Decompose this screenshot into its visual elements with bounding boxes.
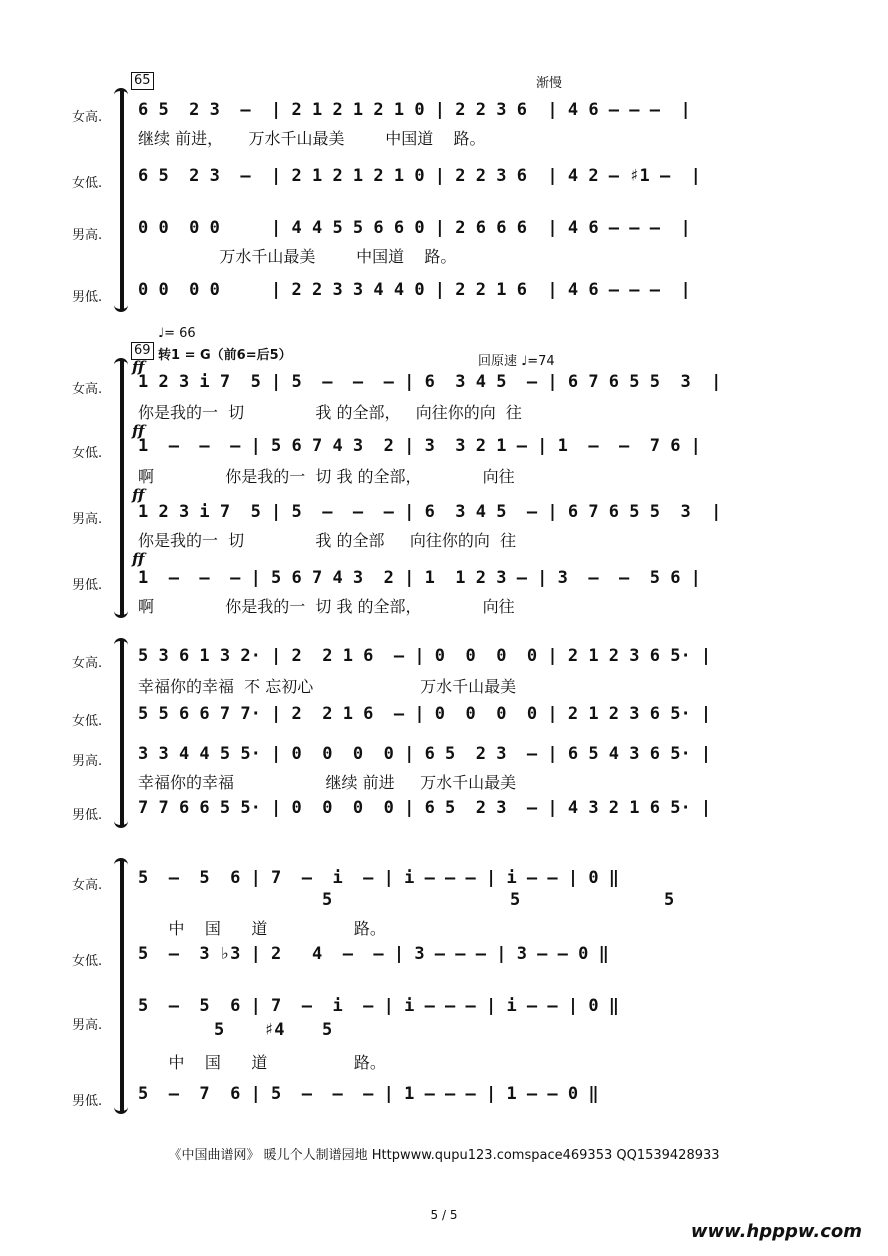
notation-row: 6 5 2 3 – | 2 1 2 1 2 1 0 | 2 2 3 6 | 4 6 – – – | [138, 100, 691, 120]
voice-label: 女高. [72, 656, 103, 671]
system-4 [0, 850, 888, 1120]
lyric-row: 万水千山最美 中国道 路。 [138, 247, 457, 266]
voice-label: 女高. [72, 878, 103, 893]
notation-row: 0 0 0 0 | 2 2 3 3 4 4 0 | 2 2 1 6 | 4 6 – – – | [138, 280, 691, 300]
notation-row: 1 2 3 i 7 5 | 5 – – – | 6 3 4 5 – | 6 7 6 5 5 3 | [138, 372, 722, 392]
dynamic-marking: ff [132, 358, 145, 376]
voice-label: 女低. [72, 446, 103, 461]
notation-row: 1 – – – | 5 6 7 4 3 2 | 1 1 2 3 – | 3 – – 5 6 | [138, 568, 701, 588]
voice-label: 男低. [72, 290, 103, 305]
lyric-row: 你是我的一 切 我 的全部 向往你的向 往 [138, 531, 517, 550]
lyric-row: 中 国 道 路。 [138, 1053, 386, 1072]
divisi-note: ♯4 [264, 1020, 285, 1040]
lyric-row: 你是我的一 切 我 的全部， 向往你的向 往 [138, 403, 522, 422]
notation-row: 7 7 6 6 5 5· | 0 0 0 0 | 6 5 2 3 – | 4 3 2 1 6 5· | [138, 798, 712, 818]
voice-label: 男高. [72, 754, 103, 769]
voice-label: 女低. [72, 714, 103, 729]
voice-label: 男高. [72, 228, 103, 243]
voice-label: 女高. [72, 382, 103, 397]
dynamic-marking: ff [132, 550, 145, 568]
notation-row: 6 5 2 3 – | 2 1 2 1 2 1 0 | 2 2 3 6 | 4 2 – ♯1 – | [138, 166, 701, 186]
key-change: 转1 = G（前6=后5） [158, 348, 292, 363]
notation-row: 5 5 6 6 7 7· | 2 2 1 6 – | 0 0 0 0 | 2 1 2 3 6 5· | [138, 704, 712, 724]
voice-label: 女低. [72, 954, 103, 969]
system-3 [0, 636, 888, 836]
divisi-note: 5 [322, 1020, 333, 1040]
voice-label: 男低. [72, 1094, 103, 1109]
notation-row: 1 – – – | 5 6 7 4 3 2 | 3 3 2 1 – | 1 – – 7 6 | [138, 436, 701, 456]
tempo-marking: ♩= 66 [158, 326, 196, 341]
watermark-logo: www.hpppw.com [690, 1221, 862, 1242]
notation-row: 1 2 3 i 7 5 | 5 – – – | 6 3 4 5 – | 6 7 6 5 5 3 | [138, 502, 722, 522]
page-number: 5 / 5 [430, 1208, 458, 1222]
notation-row: 5 – 5 6 | 7 – i – | i – – – | i – – | 0 ‖ [138, 868, 620, 888]
voice-label: 女高. [72, 110, 103, 125]
system-brace [120, 860, 124, 1112]
footer-credit: 《中国曲谱网》 暖儿个人制谱园地 Httpwww.qupu123.comspace469353 QQ1539428933 [168, 1148, 720, 1163]
divisi-note: 5 [664, 890, 675, 910]
lyric-row: 幸福你的幸福 继续 前进 万水千山最美 [138, 773, 517, 792]
voice-label: 女低. [72, 176, 103, 191]
lyric-row: 啊 你是我的一 切 我 的全部， 向往 [138, 597, 515, 616]
lyric-row: 继续 前进， 万水千山最美 中国道 路。 [138, 129, 486, 148]
divisi-note: 5 [510, 890, 521, 910]
notation-row: 3 3 4 4 5 5· | 0 0 0 0 | 6 5 2 3 – | 6 5 4 3 6 5· | [138, 744, 712, 764]
notation-row: 5 – 3 ♭3 | 2 4 – – | 3 – – – | 3 – – 0 ‖ [138, 944, 609, 964]
tempo-marking: 渐慢 [536, 76, 563, 91]
tempo-change: 回原速 ♩=74 [478, 354, 555, 369]
voice-label: 男高. [72, 512, 103, 527]
lyric-row: 幸福你的幸福 不 忘初心 万水千山最美 [138, 677, 517, 696]
notation-row: 5 3 6 1 3 2· | 2 2 1 6 – | 0 0 0 0 | 2 1 2 3 6 5· | [138, 646, 712, 666]
notation-row: 5 – 5 6 | 7 – i – | i – – – | i – – | 0 ‖ [138, 996, 620, 1016]
measure-number-box: 65 [131, 72, 154, 90]
measure-number-box: 69 [131, 342, 154, 360]
voice-label: 男低. [72, 808, 103, 823]
divisi-note: 5 [322, 890, 333, 910]
dynamic-marking: ff [132, 486, 145, 504]
system-1 [0, 60, 888, 320]
lyric-row: 中 国 道 路。 [138, 919, 386, 938]
system-2 [0, 322, 888, 622]
voice-label: 男低. [72, 578, 103, 593]
voice-label: 男高. [72, 1018, 103, 1033]
lyric-row: 啊 你是我的一 切 我 的全部， 向往 [138, 467, 515, 486]
notation-row: 5 – 7 6 | 5 – – – | 1 – – – | 1 – – 0 ‖ [138, 1084, 599, 1104]
notation-row: 0 0 0 0 | 4 4 5 5 6 6 0 | 2 6 6 6 | 4 6 – – – | [138, 218, 691, 238]
dynamic-marking: ff [132, 422, 145, 440]
divisi-note: 5 [214, 1020, 225, 1040]
